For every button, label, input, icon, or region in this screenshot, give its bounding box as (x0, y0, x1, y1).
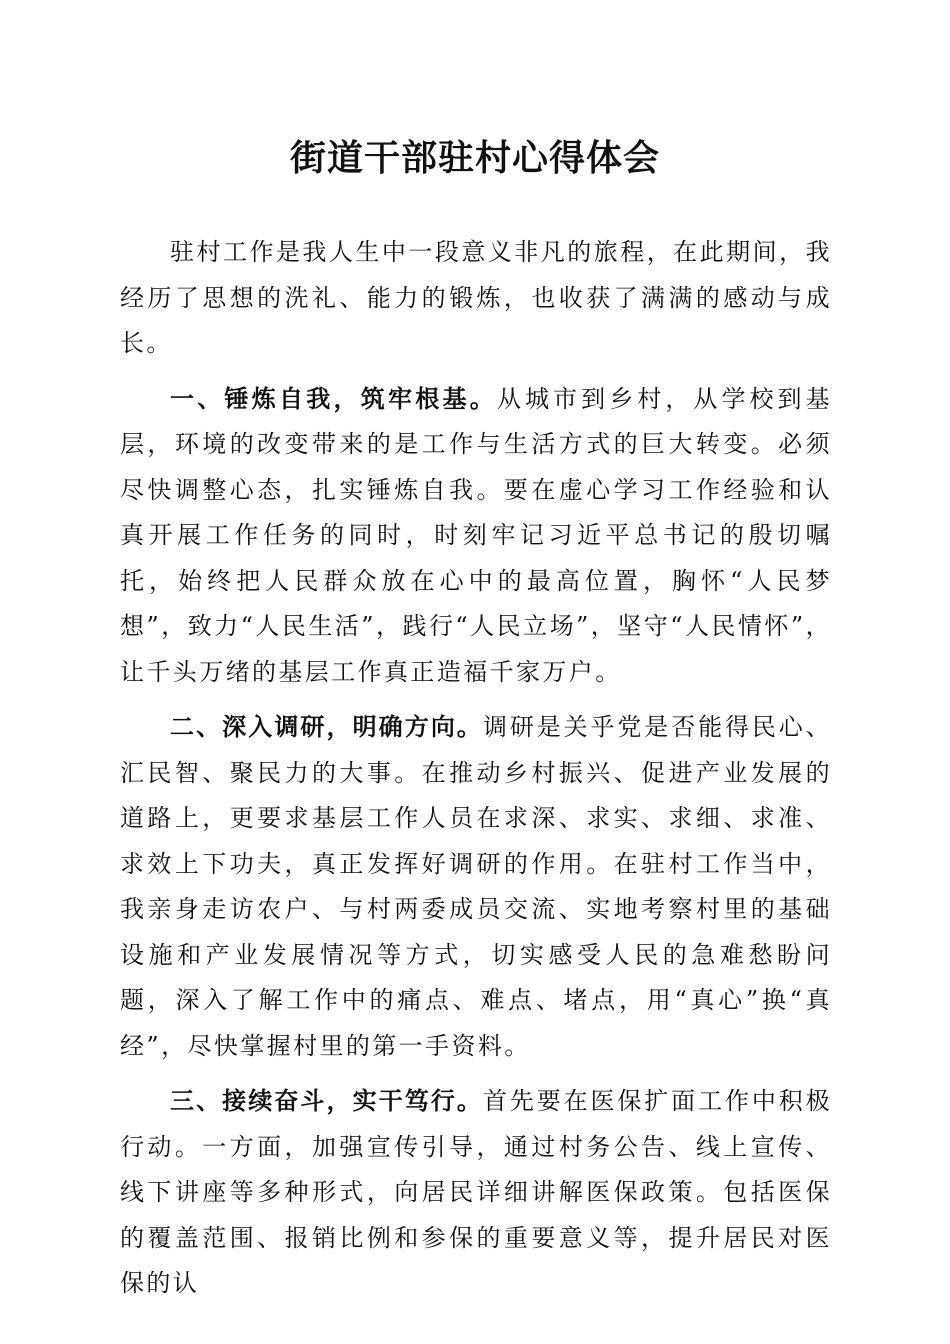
section-paragraph-3 (120, 1079, 832, 1307)
section-heading-3: 三、接续奋斗，实干笃行。 (170, 1087, 483, 1115)
section-heading-2: 二、深入调研，明确方向。 (170, 713, 483, 741)
document-body (120, 230, 832, 1317)
section-paragraph-2 (120, 705, 832, 1069)
section-paragraph-1 (120, 377, 832, 696)
intro-paragraph: 驻村工作是我人生中一段意义非凡的旅程，在此期间，我经历了思想的洗礼、能力的锻炼，也收获了满满的感动与成长。 (120, 238, 832, 357)
section-text-2: 调研是关乎党是否能得民心、汇民智、聚民力的大事。在推动乡村振兴、促进产业发展的道路上，更要求基层工作人员在求深、求实、求细、求准、求效上下功夫，真正发挥好调研的作用。在驻村工作当中，我亲身走访农户、与村两委成员交流、实地考察村里的基础设施和产业发展情况等方式，切实感受人民的急难愁盼问题，深入了解工作中的痛点、难点、堵点，用“真心”换“真经”，尽快掌握村里的第一手资料。 (120, 713, 832, 1060)
section-heading-1: 一、锤炼自我，筑牢根基。 (170, 384, 498, 413)
section-text-3: 首先要在医保扩面工作中积极行动。一方面，加强宣传引导，通过村务公告、线上宣传、线下讲座等多种形式，向居民详细讲解医保政策。包括医保的覆盖范围、报销比例和参保的重要意义等，提升居民对医保的认 (120, 1087, 832, 1297)
document-title: 街道干部驻村心得体会 (289, 137, 660, 179)
section-text-1: 从城市到乡村，从学校到基层，环境的改变带来的是工作与生活方式的巨大转变。必须尽快调整心态，扎实锤炼自我。要在虚心学习工作经验和认真开展工作任务的同时，时刻牢记习近平总书记的殷切嘱托，始终把人民群众放在心中的最高位置，胸怀“人民梦想”，致力“人民生活”，践行“人民立场”，坚守“人民情怀”，让千头万绪的基层工作真正造福千家万户。 (120, 384, 832, 686)
